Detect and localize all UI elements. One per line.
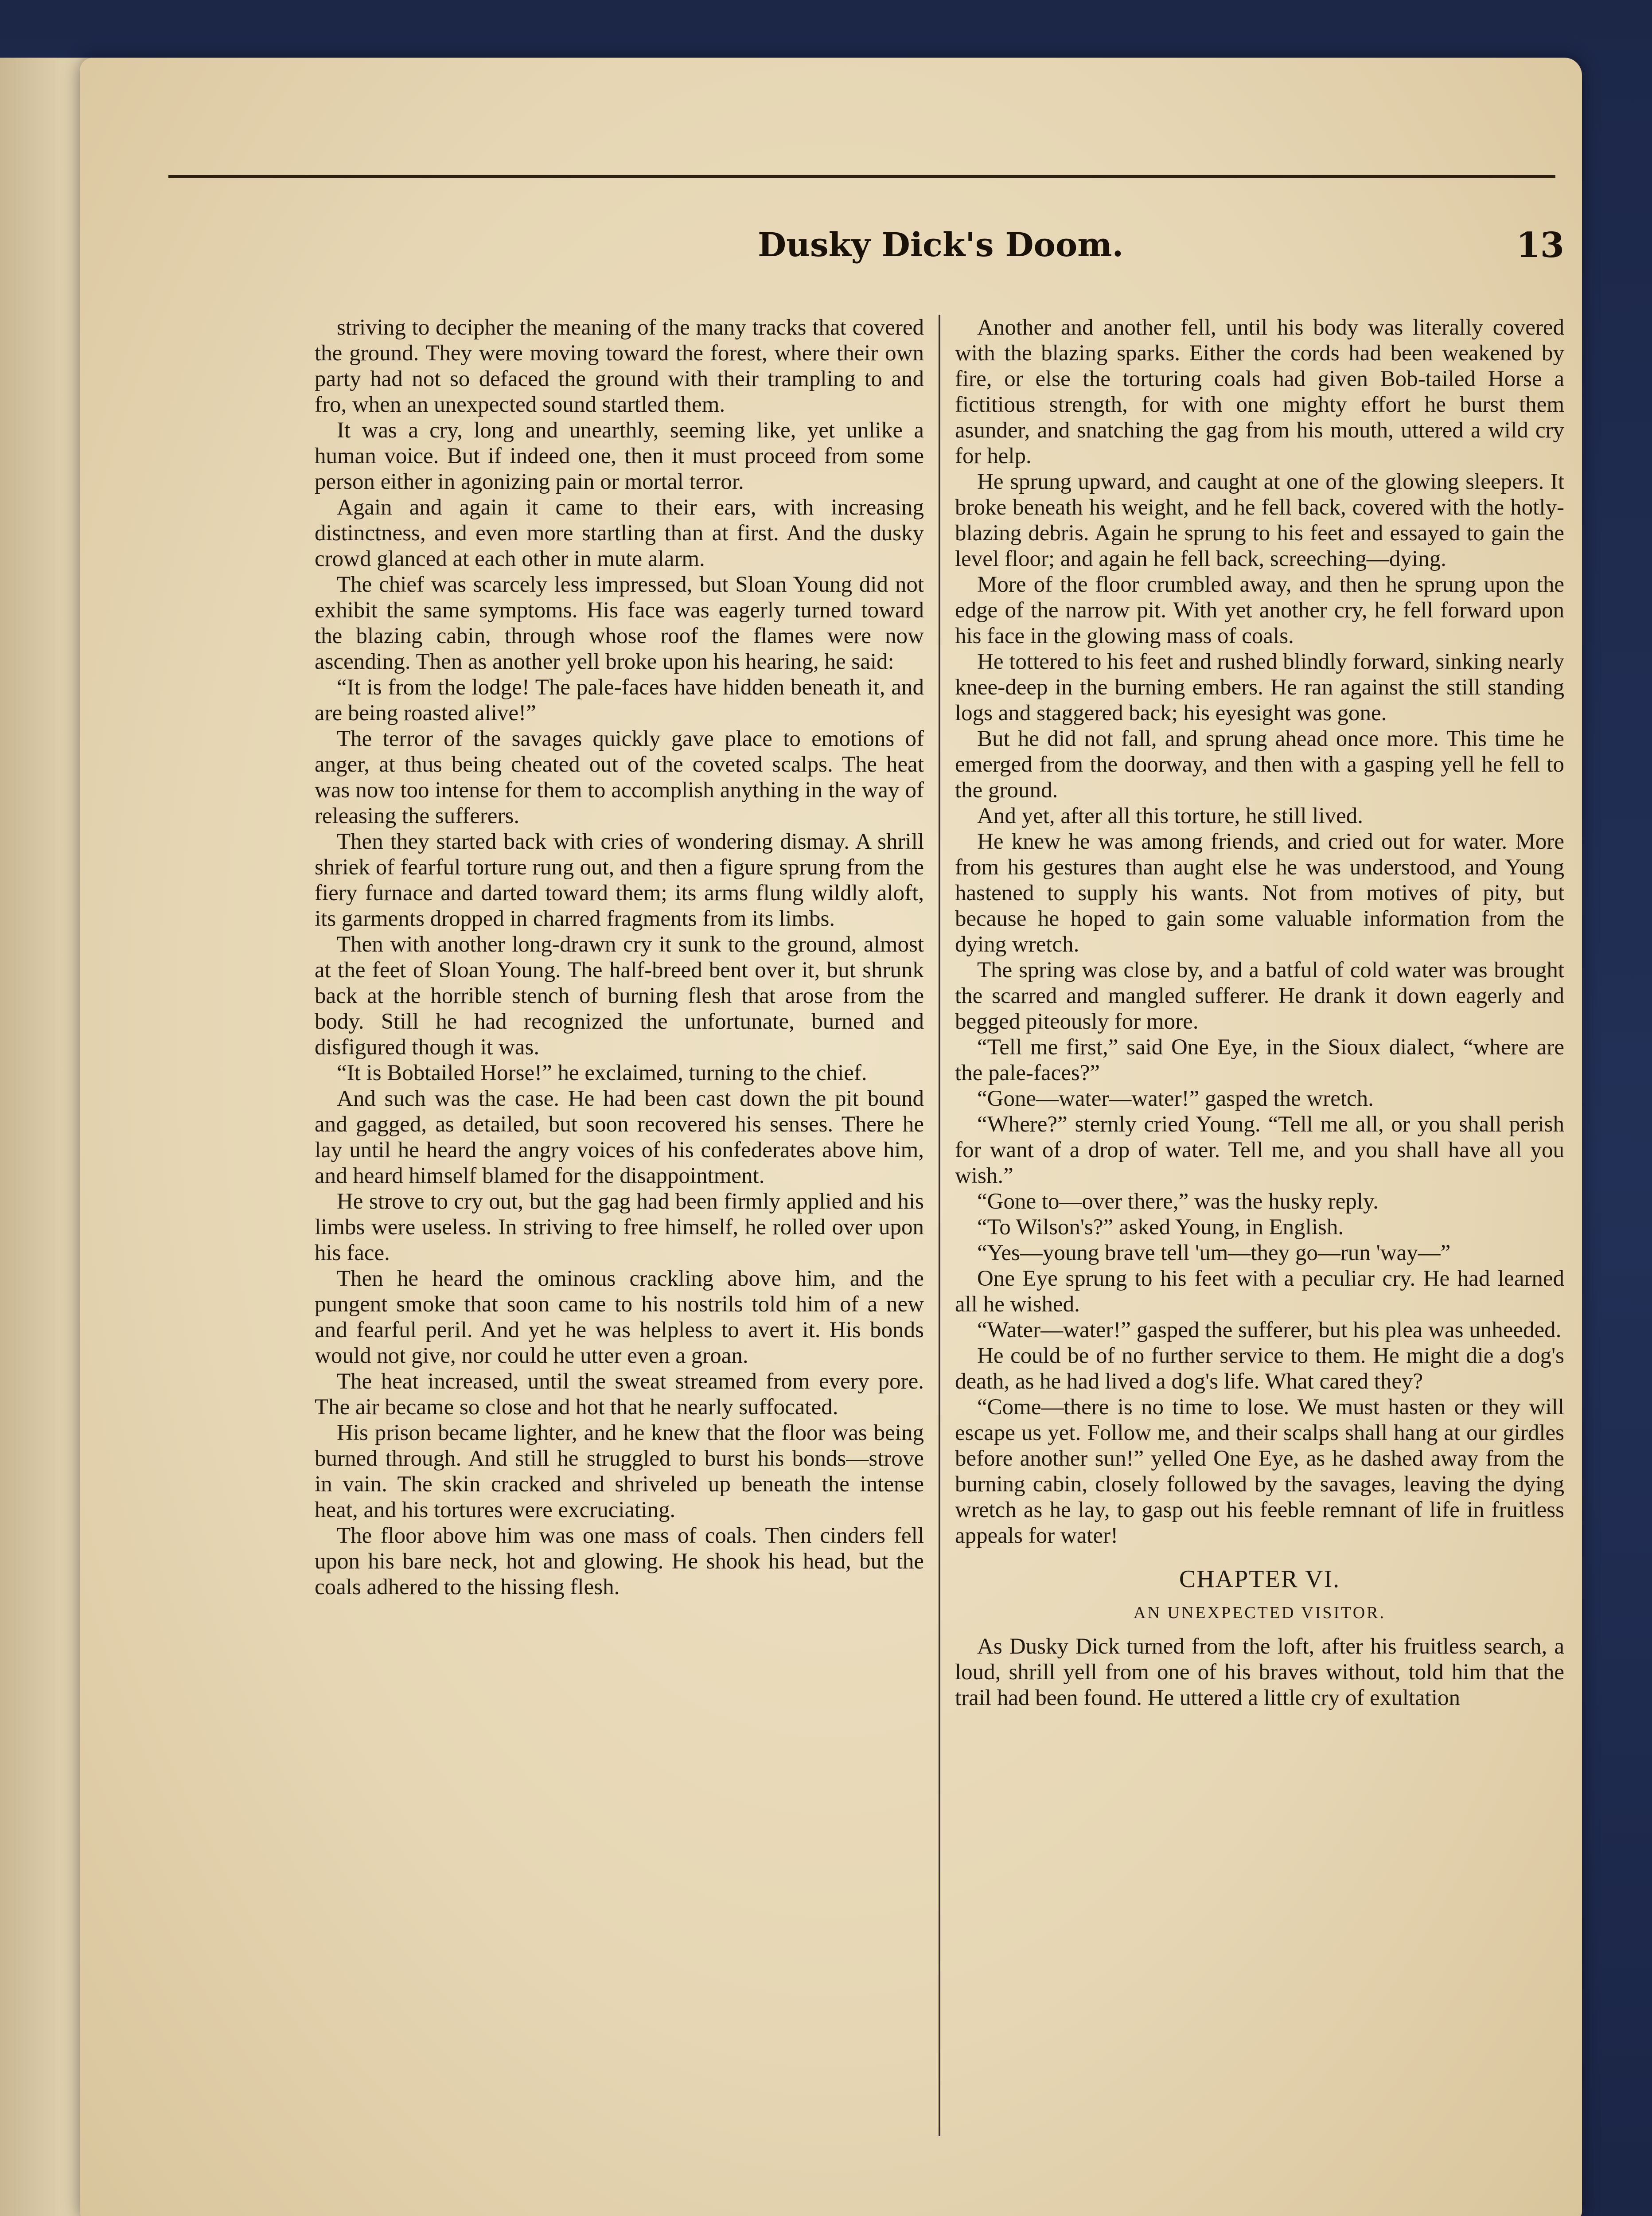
paragraph: The spring was close by, and a batful of cold water was brought the scarred and mangled sufferer. He drank it down eagerly and begged piteously for more.: [955, 958, 1564, 1034]
paragraph: But he did not fall, and sprung ahead once more. This time he emerged from the doorway, and then with a gasping yell he fell to the ground.: [955, 726, 1564, 803]
paragraph: As Dusky Dick turned from the loft, after his fruitless search, a loud, shrill yell from one of his braves without, told him that the trail had been found. He uttered a little cry of exultation: [955, 1634, 1564, 1710]
page-number: 13: [1516, 225, 1564, 265]
paragraph: It was a cry, long and unearthly, seeming like, yet unlike a human voice. But if indeed one, then it must proceed from some person either in agonizing pain or mortal terror.: [315, 418, 924, 494]
paragraph: One Eye sprung to his feet with a peculiar cry. He had learned all he wished.: [955, 1266, 1564, 1317]
paragraph: “Come—there is no time to lose. We must hasten or they will escape us yet. Follow me, and their scalps shall hang at our girdles before another sun!” yelled One Eye, as he dashed away from the burning cabin, closely followed by the savages, leaving the dying wretch as he lay, to gasp out his feeble remnant of life in fruitless appeals for water!: [955, 1395, 1564, 1548]
chapter-title: CHAPTER VI.: [1179, 1565, 1340, 1593]
paragraph: He knew he was among friends, and cried out for water. More from his gestures than aught else he was understood, and Young hastened to supply his wants. Not from motives of pity, but because he hoped to gain some valuable information from the dying wretch.: [955, 829, 1564, 957]
paragraph: “It is from the lodge! The pale-faces have hidden beneath it, and are being roasted alive!”: [315, 675, 924, 726]
paragraph: He tottered to his feet and rushed blindly forward, sinking nearly knee-deep in the burning embers. He ran against the still standing logs and staggered back; his eyesight was gone.: [955, 649, 1564, 726]
paragraph: striving to decipher the meaning of the many tracks that covered the ground. They were moving toward the forest, where their own party had not so defaced the ground with their trampling to and fro, when an unexpected sound startled them.: [315, 315, 924, 417]
paragraph: He sprung upward, and caught at one of the glowing sleepers. It broke beneath his weight, and he fell back, covered with the hotly-blazing debris. Again he sprung to his feet and essayed to gain the level floor; and again he fell back, screeching—dying.: [955, 469, 1564, 571]
paragraph: Then they started back with cries of wondering dismay. A shrill shriek of fearful torture rung out, and then a figure sprung from the fiery furnace and darted toward them; its arms flung wildly aloft, its garments dropped in charred fragments from its limbs.: [315, 829, 924, 931]
paragraph: His prison became lighter, and he knew that the floor was being burned through. And still he struggled to burst his bonds—strove in vain. The skin cracked and shriveled up beneath the intense heat, and his tortures were excruciating.: [315, 1420, 924, 1522]
paragraph: “Gone to—over there,” was the husky reply.: [977, 1189, 1379, 1214]
right-column: [955, 315, 1564, 2158]
text-columns: [315, 315, 1564, 2158]
paragraph: The terror of the savages quickly gave place to emotions of anger, at thus being cheated out of the coveted scalps. The heat was now too intense for them to accomplish anything in the way of releasing the sufferers.: [315, 726, 924, 828]
paragraph: “It is Bobtailed Horse!” he exclaimed, turning to the chief.: [337, 1061, 867, 1085]
paragraph: Another and another fell, until his body was literally covered with the blazing sparks. Either the cords had been weakened by fire, or else the torturing coals had given Bob-tailed Horse a fictitious strength, for with one mighty effort he burst them asunder, and snatching the gag from his mouth, uttered a wild cry for help.: [955, 315, 1564, 468]
book-page: [80, 58, 1582, 2216]
paragraph: “Gone—water—water!” gasped the wretch.: [977, 1086, 1374, 1111]
paragraph: The heat increased, until the sweat streamed from every pore. The air became so close and hot that he nearly suffocated.: [315, 1369, 924, 1420]
paragraph: “Where?” sternly cried Young. “Tell me all, or you shall perish for want of a drop of water. Tell me, and you shall have all you wish.”: [955, 1112, 1564, 1188]
page-header: [239, 173, 1564, 270]
paragraph: He could be of no further service to them. He might die a dog's death, as he had lived a dog's life. What cared they?: [955, 1343, 1564, 1394]
paragraph: “Tell me first,” said One Eye, in the Sioux dialect, “where are the pale-faces?”: [955, 1035, 1564, 1085]
paragraph: “To Wilson's?” asked Young, in English.: [977, 1215, 1344, 1240]
chapter-subtitle: AN UNEXPECTED VISITOR.: [1134, 1603, 1386, 1622]
column-divider: [939, 315, 940, 2136]
paragraph: More of the floor crumbled away, and then he sprung upon the edge of the narrow pit. With yet another cry, he fell forward upon his face in the glowing mass of coals.: [955, 572, 1564, 648]
paragraph: Again and again it came to their ears, with increasing distinctness, and even more startling than at first. And the dusky crowd glanced at each other in mute alarm.: [315, 495, 924, 571]
paragraph: Then with another long-drawn cry it sunk to the ground, almost at the feet of Sloan Young. The half-breed bent over it, but shrunk back at the horrible stench of burning flesh that arose from the body. Still he had recognized the unfortunate, burned and disfigured though it was.: [315, 932, 924, 1060]
paragraph: The floor above him was one mass of coals. Then cinders fell upon his bare neck, hot and glowing. He shook his head, but the coals adhered to the hissing flesh.: [315, 1523, 924, 1600]
left-column: [315, 315, 924, 2158]
running-title: Dusky Dick's Doom.: [758, 226, 1124, 264]
paragraph: And such was the case. He had been cast down the pit bound and gagged, as detailed, but soon recovered his senses. There he lay until he heard the angry voices of his confederates above him, and heard himself blamed for the disappointment.: [315, 1086, 924, 1188]
header-rule: [168, 175, 1555, 178]
paragraph: Then he heard the ominous crackling above him, and the pungent smoke that soon came to his nostrils told him of a new and fearful peril. And yet he was helpless to avert it. His bonds would not give, nor could he utter even a groan.: [315, 1266, 924, 1368]
paragraph: “Water—water!” gasped the sufferer, but his plea was unheeded.: [977, 1318, 1562, 1342]
paragraph: He strove to cry out, but the gag had been firmly applied and his limbs were useless. In striving to free himself, he rolled over upon his face.: [315, 1189, 924, 1265]
paragraph: “Yes—young brave tell 'um—they go—run 'way—”: [977, 1241, 1451, 1265]
paragraph: And yet, after all this torture, he still lived.: [977, 804, 1364, 828]
paragraph: The chief was scarcely less impressed, but Sloan Young did not exhibit the same symptoms. His face was eagerly turned toward the blazing cabin, through whose roof the flames were now ascending. Then as another yell broke upon his hearing, he said:: [315, 572, 924, 674]
